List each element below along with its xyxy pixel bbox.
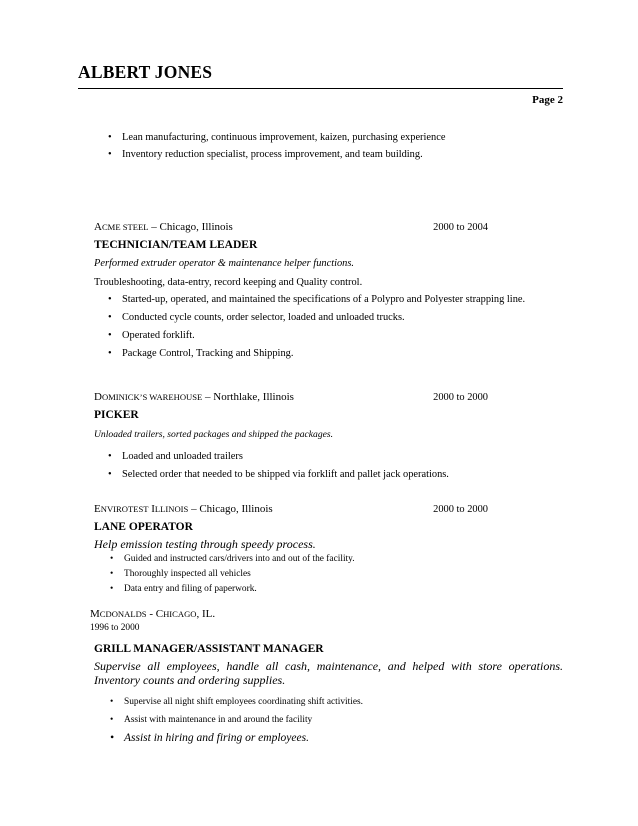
list-item: • Loaded and unloaded trailers [104, 448, 563, 466]
employment-dates: 2000 to 2004 [433, 222, 488, 233]
company-name: NVIROTEST [100, 504, 149, 514]
list-item: • Data entry and filing of paperwork. [106, 582, 563, 597]
page-number: Page 2 [532, 94, 563, 106]
job-title: LANE OPERATOR [94, 521, 193, 533]
employer-line [94, 219, 563, 236]
company-initial: I [148, 503, 155, 515]
list-item: • Started-up, operated, and maintained the specifications of a Polypro and Polyester strapping line. [104, 292, 563, 307]
company-initial: D [94, 391, 102, 403]
job-envirotest [94, 501, 563, 597]
summary-list [104, 129, 574, 163]
company-name: CDONALDS [99, 609, 147, 619]
company-initial: C [155, 608, 164, 620]
list-item: • Lean manufacturing, continuous improvement, kaizen, purchasing experience [104, 129, 574, 146]
list-item: • Selected order that needed to be shipped via forklift and pallet jack operations. [104, 466, 563, 484]
list-item: • Assist with maintenance in and around the facility [106, 711, 563, 729]
company-initial: A [94, 221, 102, 233]
employer-line [94, 501, 563, 518]
employment-dates: 2000 to 2000 [433, 504, 488, 515]
job-bullets [106, 552, 563, 597]
job-bullets [104, 292, 563, 361]
list-item: • Assist in hiring and firing or employees. [106, 729, 563, 747]
job-title: PICKER [94, 409, 139, 421]
company-name: CME STEEL [101, 222, 149, 232]
employment-dates: 2000 to 2000 [433, 392, 488, 403]
company-location: – Chicago, Illinois [188, 503, 273, 515]
employer-line [90, 607, 563, 621]
company-location: , IL. [196, 608, 216, 620]
job-bullets [104, 448, 563, 484]
company-separator: - [146, 608, 156, 620]
job-title: GRILL MANAGER/ASSISTANT MANAGER [94, 643, 324, 655]
list-item: • Thoroughly inspected all vehicles [106, 567, 563, 582]
list-item: • Guided and instructed cars/drivers into and out of the facility. [106, 552, 563, 567]
employer-line [94, 389, 563, 406]
company-name: LLINOIS [154, 504, 189, 514]
company-location: – Northlake, Illinois [202, 391, 294, 403]
list-item: • Supervise all night shift employees coordinating shift activities. [106, 693, 563, 711]
job-mcdonalds [90, 607, 563, 747]
job-description: Help emission testing through speedy process. [94, 537, 316, 551]
list-item: • Inventory reduction specialist, process improvement, and team building. [104, 146, 574, 163]
employment-dates: 1996 to 2000 [90, 623, 140, 633]
company-name: OMINICK’S WAREHOUSE [101, 392, 203, 402]
list-item: • Package Control, Tracking and Shipping. [104, 346, 563, 361]
company-location: – Chicago, Illinois [148, 221, 233, 233]
job-description: Performed extruder operator & maintenance helper functions. [94, 258, 355, 269]
list-item: • Operated forklift. [104, 328, 563, 343]
header-rule [78, 88, 563, 89]
company-name: HICAGO [163, 609, 197, 619]
company-initial: E [94, 503, 101, 515]
job-dominicks [94, 389, 563, 484]
company-initial: M [90, 608, 100, 620]
job-extra: Troubleshooting, data-entry, record keeping and Quality control. [94, 277, 363, 288]
job-description: Supervise all employees, handle all cash, maintenance, and helped with store operations. Inventory counts and ordering supplies. [94, 659, 563, 687]
job-bullets [106, 693, 563, 747]
list-item: • Conducted cycle counts, order selector, loaded and unloaded trucks. [104, 310, 563, 325]
job-title: TECHNICIAN/TEAM LEADER [94, 239, 258, 251]
job-description: Unloaded trailers, sorted packages and shipped the packages. [94, 429, 334, 440]
job-acme-steel [94, 219, 563, 361]
applicant-name: ALBERT JONES [78, 62, 213, 82]
